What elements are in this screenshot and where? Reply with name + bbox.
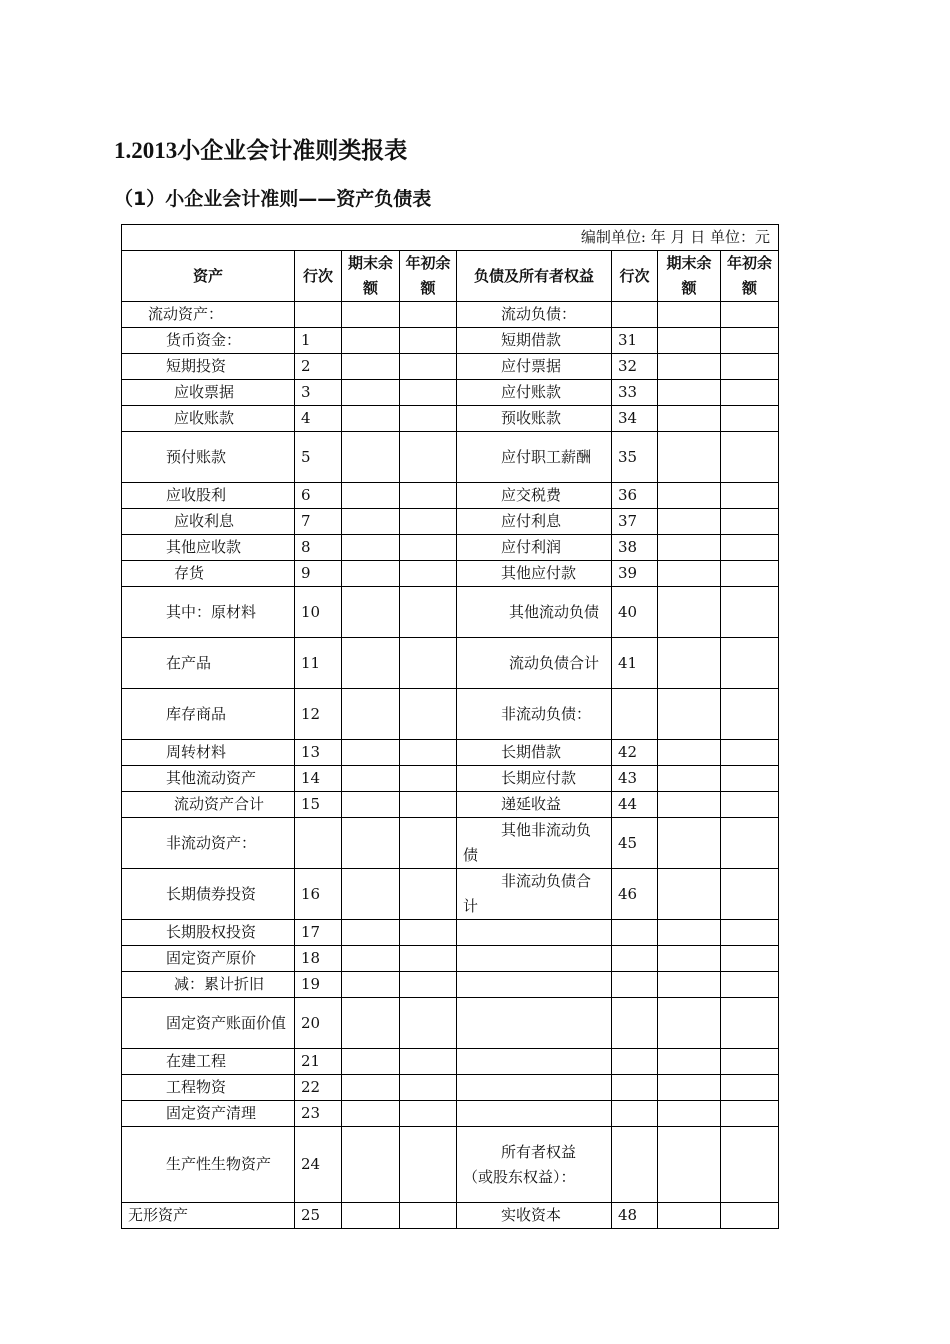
liability-label <box>457 972 612 998</box>
asset-label: 流动资产： <box>122 302 295 328</box>
asset-end-balance <box>342 406 400 432</box>
table-row <box>122 998 779 1049</box>
asset-end-balance <box>342 587 400 638</box>
asset-end-balance <box>342 1203 400 1229</box>
liability-row-no: 38 <box>612 535 658 561</box>
asset-begin-balance <box>400 380 457 406</box>
asset-row-no: 19 <box>295 972 342 998</box>
liability-label: 应付账款 <box>457 380 612 406</box>
liability-label <box>457 920 612 946</box>
header-end-balance: 期末余额 <box>342 251 400 302</box>
liability-begin-balance <box>721 432 779 483</box>
asset-label: 生产性生物资产 <box>122 1127 295 1203</box>
asset-end-balance <box>342 1127 400 1203</box>
table-row <box>122 483 779 509</box>
asset-end-balance <box>342 766 400 792</box>
asset-begin-balance <box>400 792 457 818</box>
table-row <box>122 689 779 740</box>
asset-begin-balance <box>400 406 457 432</box>
asset-row-no: 4 <box>295 406 342 432</box>
header-end-balance-2: 期末余额 <box>658 251 721 302</box>
asset-row-no: 16 <box>295 869 342 920</box>
asset-begin-balance <box>400 740 457 766</box>
asset-end-balance <box>342 509 400 535</box>
asset-end-balance <box>342 328 400 354</box>
table-row <box>122 302 779 328</box>
table-row <box>122 380 779 406</box>
liability-label <box>457 998 612 1049</box>
liability-row-no <box>612 998 658 1049</box>
liability-end-balance <box>658 535 721 561</box>
table-row <box>122 432 779 483</box>
asset-row-no: 11 <box>295 638 342 689</box>
liability-end-balance <box>658 920 721 946</box>
liability-begin-balance <box>721 920 779 946</box>
header-begin-balance-2: 年初余额 <box>721 251 779 302</box>
liability-row-no <box>612 946 658 972</box>
asset-row-no: 10 <box>295 587 342 638</box>
asset-begin-balance <box>400 1101 457 1127</box>
liability-label <box>457 1101 612 1127</box>
liability-row-no: 48 <box>612 1203 658 1229</box>
asset-label: 应收票据 <box>122 380 295 406</box>
table-row <box>122 818 779 869</box>
asset-row-no: 18 <box>295 946 342 972</box>
liability-label: 应交税费 <box>457 483 612 509</box>
asset-begin-balance <box>400 998 457 1049</box>
liability-begin-balance <box>721 1075 779 1101</box>
asset-end-balance <box>342 946 400 972</box>
asset-label: 其他流动资产 <box>122 766 295 792</box>
liability-begin-balance <box>721 561 779 587</box>
liability-row-no: 44 <box>612 792 658 818</box>
liability-end-balance <box>658 406 721 432</box>
liability-begin-balance <box>721 354 779 380</box>
table-row <box>122 869 779 920</box>
unit-row <box>122 225 779 251</box>
balance-sheet-table <box>121 224 779 1229</box>
liability-begin-balance <box>721 406 779 432</box>
header-asset: 资产 <box>122 251 295 302</box>
liability-row-no <box>612 1101 658 1127</box>
asset-begin-balance <box>400 946 457 972</box>
liability-row-no <box>612 972 658 998</box>
liability-begin-balance <box>721 1127 779 1203</box>
asset-row-no: 6 <box>295 483 342 509</box>
liability-end-balance <box>658 638 721 689</box>
table-row <box>122 946 779 972</box>
liability-begin-balance <box>721 869 779 920</box>
liability-label: 应付利润 <box>457 535 612 561</box>
liability-label: 所有者权益（或股东权益）： <box>457 1127 612 1203</box>
asset-begin-balance <box>400 432 457 483</box>
liability-label <box>457 1075 612 1101</box>
asset-label: 流动资产合计 <box>122 792 295 818</box>
asset-row-no: 7 <box>295 509 342 535</box>
asset-label: 应收账款 <box>122 406 295 432</box>
liability-end-balance <box>658 998 721 1049</box>
asset-end-balance <box>342 561 400 587</box>
asset-label: 减：累计折旧 <box>122 972 295 998</box>
liability-row-no: 42 <box>612 740 658 766</box>
asset-end-balance <box>342 920 400 946</box>
unit-line: 编制单位: 年 月 日 单位：元 <box>122 225 779 251</box>
liability-label: 递延收益 <box>457 792 612 818</box>
asset-label: 无形资产 <box>122 1203 295 1229</box>
asset-label: 在产品 <box>122 638 295 689</box>
table-row <box>122 972 779 998</box>
liability-begin-balance <box>721 818 779 869</box>
liability-row-no <box>612 920 658 946</box>
asset-label: 其他应收款 <box>122 535 295 561</box>
asset-end-balance <box>342 1075 400 1101</box>
asset-row-no: 25 <box>295 1203 342 1229</box>
asset-row-no: 8 <box>295 535 342 561</box>
asset-row-no: 3 <box>295 380 342 406</box>
liability-label: 其他流动负债 <box>457 587 612 638</box>
table-row <box>122 792 779 818</box>
asset-end-balance <box>342 535 400 561</box>
asset-row-no: 14 <box>295 766 342 792</box>
table-title: （1）小企业会计准则——资产负债表 <box>114 188 432 210</box>
liability-row-no <box>612 302 658 328</box>
table-row <box>122 1203 779 1229</box>
liability-row-no: 35 <box>612 432 658 483</box>
header-begin-balance: 年初余额 <box>400 251 457 302</box>
asset-end-balance <box>342 432 400 483</box>
liability-begin-balance <box>721 792 779 818</box>
liability-begin-balance <box>721 766 779 792</box>
liability-begin-balance <box>721 483 779 509</box>
liability-label <box>457 946 612 972</box>
liability-end-balance <box>658 766 721 792</box>
table-row <box>122 587 779 638</box>
liability-label: 其他应付款 <box>457 561 612 587</box>
liability-begin-balance <box>721 535 779 561</box>
asset-end-balance <box>342 302 400 328</box>
asset-end-balance <box>342 818 400 869</box>
liability-end-balance <box>658 946 721 972</box>
liability-end-balance <box>658 380 721 406</box>
asset-label: 固定资产原价 <box>122 946 295 972</box>
asset-begin-balance <box>400 972 457 998</box>
liability-label: 应付利息 <box>457 509 612 535</box>
liability-end-balance <box>658 1127 721 1203</box>
asset-begin-balance <box>400 354 457 380</box>
asset-label: 工程物资 <box>122 1075 295 1101</box>
asset-begin-balance <box>400 689 457 740</box>
asset-begin-balance <box>400 587 457 638</box>
asset-end-balance <box>342 638 400 689</box>
liability-row-no: 46 <box>612 869 658 920</box>
asset-label: 固定资产清理 <box>122 1101 295 1127</box>
asset-row-no: 12 <box>295 689 342 740</box>
asset-row-no: 2 <box>295 354 342 380</box>
asset-begin-balance <box>400 1203 457 1229</box>
liability-label: 应付票据 <box>457 354 612 380</box>
asset-end-balance <box>342 689 400 740</box>
asset-row-no: 13 <box>295 740 342 766</box>
liability-row-no: 36 <box>612 483 658 509</box>
liability-end-balance <box>658 354 721 380</box>
asset-label: 应收利息 <box>122 509 295 535</box>
liability-end-balance <box>658 509 721 535</box>
liability-begin-balance <box>721 1101 779 1127</box>
asset-end-balance <box>342 792 400 818</box>
liability-begin-balance <box>721 302 779 328</box>
table-row <box>122 920 779 946</box>
document-title: 1.2013小企业会计准则类报表 <box>114 138 408 163</box>
liability-row-no <box>612 1075 658 1101</box>
liability-end-balance <box>658 1203 721 1229</box>
asset-row-no: 22 <box>295 1075 342 1101</box>
asset-begin-balance <box>400 638 457 689</box>
liability-label: 长期借款 <box>457 740 612 766</box>
asset-label: 货币资金： <box>122 328 295 354</box>
asset-label: 存货 <box>122 561 295 587</box>
liability-row-no: 31 <box>612 328 658 354</box>
asset-row-no: 15 <box>295 792 342 818</box>
asset-begin-balance <box>400 818 457 869</box>
liability-begin-balance <box>721 998 779 1049</box>
liability-end-balance <box>658 740 721 766</box>
asset-row-no: 17 <box>295 920 342 946</box>
table-row <box>122 1127 779 1203</box>
table-row <box>122 638 779 689</box>
liability-begin-balance <box>721 509 779 535</box>
asset-begin-balance <box>400 561 457 587</box>
liability-end-balance <box>658 869 721 920</box>
liability-end-balance <box>658 587 721 638</box>
liability-begin-balance <box>721 946 779 972</box>
liability-end-balance <box>658 972 721 998</box>
liability-end-balance <box>658 483 721 509</box>
asset-label: 非流动资产： <box>122 818 295 869</box>
liability-end-balance <box>658 561 721 587</box>
liability-row-no: 32 <box>612 354 658 380</box>
asset-begin-balance <box>400 509 457 535</box>
liability-end-balance <box>658 328 721 354</box>
asset-row-no: 24 <box>295 1127 342 1203</box>
liability-label: 长期应付款 <box>457 766 612 792</box>
asset-end-balance <box>342 1101 400 1127</box>
liability-end-balance <box>658 818 721 869</box>
liability-begin-balance <box>721 380 779 406</box>
liability-label: 实收资本 <box>457 1203 612 1229</box>
asset-label: 固定资产账面价值 <box>122 998 295 1049</box>
liability-label: 应付职工薪酬 <box>457 432 612 483</box>
liability-row-no: 43 <box>612 766 658 792</box>
asset-end-balance <box>342 483 400 509</box>
table-row <box>122 1049 779 1075</box>
asset-row-no: 23 <box>295 1101 342 1127</box>
liability-end-balance <box>658 432 721 483</box>
asset-begin-balance <box>400 483 457 509</box>
liability-label: 其他非流动负债 <box>457 818 612 869</box>
asset-end-balance <box>342 740 400 766</box>
asset-begin-balance <box>400 328 457 354</box>
liability-label: 非流动负债： <box>457 689 612 740</box>
header-liability: 负债及所有者权益 <box>457 251 612 302</box>
asset-row-no: 21 <box>295 1049 342 1075</box>
header-row-no: 行次 <box>295 251 342 302</box>
asset-label: 周转材料 <box>122 740 295 766</box>
liability-row-no: 41 <box>612 638 658 689</box>
asset-label: 其中：原材料 <box>122 587 295 638</box>
table-row <box>122 509 779 535</box>
liability-label: 非流动负债合计 <box>457 869 612 920</box>
liability-end-balance <box>658 1049 721 1075</box>
asset-label: 库存商品 <box>122 689 295 740</box>
table-row <box>122 561 779 587</box>
asset-begin-balance <box>400 869 457 920</box>
liability-begin-balance <box>721 638 779 689</box>
liability-begin-balance <box>721 328 779 354</box>
asset-label: 长期股权投资 <box>122 920 295 946</box>
header-row-no-2: 行次 <box>612 251 658 302</box>
asset-label: 在建工程 <box>122 1049 295 1075</box>
table-row <box>122 328 779 354</box>
asset-row-no: 20 <box>295 998 342 1049</box>
liability-row-no: 40 <box>612 587 658 638</box>
liability-row-no <box>612 1049 658 1075</box>
asset-end-balance <box>342 972 400 998</box>
asset-row-no <box>295 302 342 328</box>
liability-end-balance <box>658 792 721 818</box>
liability-begin-balance <box>721 587 779 638</box>
header-row <box>122 251 779 302</box>
asset-label: 应收股利 <box>122 483 295 509</box>
table-row <box>122 354 779 380</box>
table-row <box>122 535 779 561</box>
liability-begin-balance <box>721 972 779 998</box>
liability-label: 预收账款 <box>457 406 612 432</box>
asset-row-no <box>295 818 342 869</box>
liability-begin-balance <box>721 689 779 740</box>
liability-row-no: 37 <box>612 509 658 535</box>
asset-row-no: 5 <box>295 432 342 483</box>
liability-row-no <box>612 1127 658 1203</box>
liability-row-no <box>612 689 658 740</box>
asset-end-balance <box>342 354 400 380</box>
table-row <box>122 1101 779 1127</box>
liability-row-no: 33 <box>612 380 658 406</box>
asset-begin-balance <box>400 1075 457 1101</box>
liability-row-no: 39 <box>612 561 658 587</box>
asset-row-no: 9 <box>295 561 342 587</box>
asset-end-balance <box>342 1049 400 1075</box>
table-row <box>122 1075 779 1101</box>
asset-begin-balance <box>400 920 457 946</box>
asset-begin-balance <box>400 302 457 328</box>
liability-label: 流动负债： <box>457 302 612 328</box>
asset-end-balance <box>342 998 400 1049</box>
liability-end-balance <box>658 1075 721 1101</box>
liability-begin-balance <box>721 740 779 766</box>
asset-begin-balance <box>400 535 457 561</box>
asset-begin-balance <box>400 1127 457 1203</box>
asset-end-balance <box>342 380 400 406</box>
table-row <box>122 766 779 792</box>
liability-begin-balance <box>721 1049 779 1075</box>
asset-label: 短期投资 <box>122 354 295 380</box>
asset-begin-balance <box>400 766 457 792</box>
liability-end-balance <box>658 302 721 328</box>
asset-label: 长期债券投资 <box>122 869 295 920</box>
liability-begin-balance <box>721 1203 779 1229</box>
liability-label <box>457 1049 612 1075</box>
liability-end-balance <box>658 1101 721 1127</box>
table-row <box>122 740 779 766</box>
liability-end-balance <box>658 689 721 740</box>
liability-row-no: 34 <box>612 406 658 432</box>
asset-begin-balance <box>400 1049 457 1075</box>
asset-row-no: 1 <box>295 328 342 354</box>
liability-label: 流动负债合计 <box>457 638 612 689</box>
liability-row-no: 45 <box>612 818 658 869</box>
liability-label: 短期借款 <box>457 328 612 354</box>
table-row <box>122 406 779 432</box>
asset-end-balance <box>342 869 400 920</box>
asset-label: 预付账款 <box>122 432 295 483</box>
